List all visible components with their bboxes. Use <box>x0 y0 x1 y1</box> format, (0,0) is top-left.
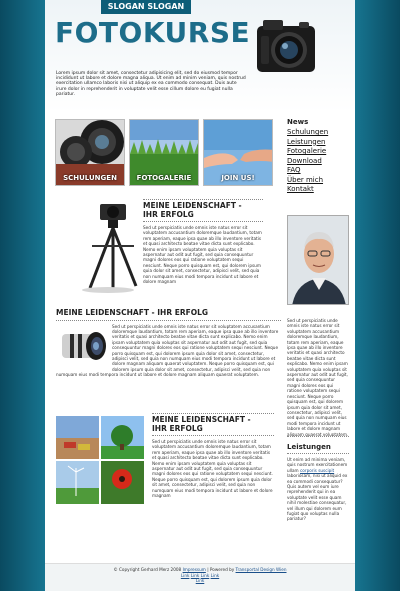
nav-link-leistungen[interactable]: Leistungen <box>287 137 326 146</box>
thumb-fotogalerie[interactable] <box>129 119 199 186</box>
lens-image <box>56 326 108 366</box>
tripod-camera-image <box>78 200 148 296</box>
footer-powered: | Powered by <box>207 567 235 572</box>
footer-link[interactable]: Link <box>195 578 205 583</box>
camera-icon <box>255 18 317 76</box>
block3-text: Sed ut perspiciatis unde omnis iste natus error sit voluptatem accusantium doloremque laudantium, totam rem aperiam, eaque ipsa quae ab illo inventore veritatis et quasi architecto beatae vitae dicta sunt explicabo. Nemo enim ipsam voluptatem quia voluptas sit aspernatur aut odit aut fugit, sed quia consequuntur magni dolores eos qui ratione voluptatem sequi nesciunt. Neque porro quisquam est, qui dolorem ipsum quia dolor sit amet, consectetur, adipisci velit, sed quia non numquam eius modi tempora incidunt ut labore et dolore magnam <box>152 439 273 499</box>
sidebar-leistungen <box>287 443 349 522</box>
footer-copyright: © Copyright Gerhard Merz 2008 <box>113 567 182 572</box>
photo-grid <box>56 416 144 504</box>
portrait-photo <box>287 215 349 305</box>
divider <box>287 453 349 454</box>
footer-link[interactable]: Link <box>210 572 220 578</box>
site-logo[interactable]: FOTOKURSE <box>55 16 251 49</box>
nav-title: News <box>287 118 309 126</box>
block3-title-line1: MEINE LEIDENSCHAFT - <box>152 415 251 424</box>
sidebar-inline-link[interactable]: corporis suscipit <box>299 467 335 473</box>
nav-link-ueber-mich[interactable]: Über mich <box>287 175 324 184</box>
footer <box>45 563 355 591</box>
block3 <box>152 416 274 498</box>
divider <box>56 320 281 321</box>
block2 <box>56 309 281 378</box>
block1-text: Sed ut perspiciatis unde omnis iste natus error sit voluptatem accusantium doloremque laudantium, totam rem aperiam, eaque ipsa quae ab illo inventore veritatis et quasi architecto beatae vitae dicta sunt explicabo. Nemo enim ipsam voluptatem quia voluptas sit aspernatur aut odit aut fugit, sed quia consequuntur magni dolores eos qui ratione voluptatem sequi nesciunt. Neque porro quisquam est, qui dolorem ipsum quia dolor sit amet, consectetur, adipisci velit, sed quia non numquam eius modi tempora incidunt ut labore et dolore magnam <box>143 225 262 285</box>
thumb-caption: FOTOGALERIE <box>136 174 192 182</box>
divider <box>152 435 274 436</box>
block1-title-line2: IHR ERFOLG <box>143 209 194 219</box>
block1 <box>143 202 263 284</box>
sidebar-nav <box>287 118 351 195</box>
thumb-caption: SCHULUNGEN <box>63 174 117 182</box>
sidebar-text: Sed ut perspiciatis unde omnis iste natus error sit voluptatem accusantium doloremque laudantium, totam rem aperiam, eaque ipsa quae ab illo inventore veritatis et quasi architecto beatae vitae dicta sunt explicabo. Nemo enim ipsam voluptatem quia voluptas sit aspernatur aut odit aut fugit, sed quia consequuntur magni dolores eos qui ratione voluptatem sequi nesciunt. Neque porro quisquam est, qui dolorem ipsum quia dolor sit amet, consectetur, adipisci velit, sed quia non numquam eius modi tempora incidunt ut labore et dolore magnam aliquam quaerat voluptatem. <box>287 318 349 437</box>
page <box>45 0 355 591</box>
footer-line3 <box>45 578 355 584</box>
portrait-image <box>288 216 349 305</box>
divider <box>143 199 263 200</box>
divider <box>143 221 263 222</box>
slogan-banner: SLOGAN SLOGAN <box>101 0 191 14</box>
block3-title-line2: IHR ERFOLG <box>152 423 203 433</box>
nav-link-faq[interactable]: FAQ <box>287 166 301 174</box>
divider <box>287 436 349 437</box>
thumb-join-us[interactable] <box>203 119 273 186</box>
block2-title: MEINE LEIDENSCHAFT - IHR ERFOLG <box>56 308 209 317</box>
footer-powered-link[interactable]: Transportal Design Wien <box>235 567 287 572</box>
sidebar-text2 <box>287 457 349 522</box>
sidebar-text2-after: laboriosam, nisi ut aliquid ex ea commodi consequatur? Quis autem vel eum iure reprehenderit qui in ea voluptate velit esse quam nihil molestiae consequatur, vel illum qui dolorem eum fugiat quo voluptas nulla pariatur? <box>287 473 348 522</box>
footer-link[interactable]: Link <box>180 572 190 578</box>
footer-link[interactable]: Link <box>190 572 200 578</box>
nav-link-schulungen[interactable]: Schulungen <box>287 128 329 136</box>
thumb-caption: JOIN US! <box>221 174 255 182</box>
header <box>45 0 355 112</box>
photo-grid-images <box>56 416 144 504</box>
header-intro-text: Lorem ipsum dolor sit amet, consectetur adipisicing elit, sed do eiusmod tempor incididunt ut labore et dolore magna aliqua. Ut enim ad minim veniam, quis nostrud exercitation ullamco laboris nisi ut aliquip ex ea commodo consequat. Duis aute irure dolor in reprehenderit in voluptate velit esse cillum dolore eu fugiat nulla pariatur. <box>56 71 246 97</box>
nav-link-kontakt[interactable]: Kontakt <box>287 185 314 193</box>
footer-impressum-link[interactable]: Impressum <box>182 567 206 572</box>
sidebar-text2-before: Ut enim ad minima veniam, quis nostrum exercitationem ullam <box>287 457 348 473</box>
block2-text: Sed ut perspiciatis unde omnis iste natus error sit voluptatem accusantium doloremque laudantium, totam rem aperiam, eaque ipsa quae ab illo inventore veritatis et quasi architecto beatae vitae dicta sunt explicabo. Nemo enim ipsam voluptatem quia voluptas sit aspernatur aut odit aut fugit, sed quia consequuntur magni dolores eos qui ratione voluptatem sequi nesciunt. Neque porro quisquam est, qui dolorem ipsum quia dolor sit amet, consectetur, adipisci velit, sed quia non numquam eius modi tempora incidunt ut labore et dolore magnam aliquam quaerat voluptatem. Neque porro quisquam est, qui dolorem ipsum quia dolor sit amet, consectetur, adipisci velit, sed quia non numquam eius modi tempora incidunt ut labore et dolore magnam aliquam quaerat voluptatem. <box>56 323 279 378</box>
thumb-schulungen[interactable] <box>55 119 125 186</box>
nav-link-fotogalerie[interactable]: Fotogalerie <box>287 147 327 155</box>
footer-link[interactable]: Link <box>200 572 210 578</box>
sidebar-heading: Leistungen <box>287 443 331 451</box>
nav-link-download[interactable]: Download <box>287 156 322 165</box>
block1-title-line1: MEINE LEIDENSCHAFT - <box>143 201 242 210</box>
divider <box>152 413 274 414</box>
sidebar-text-block <box>287 318 349 437</box>
